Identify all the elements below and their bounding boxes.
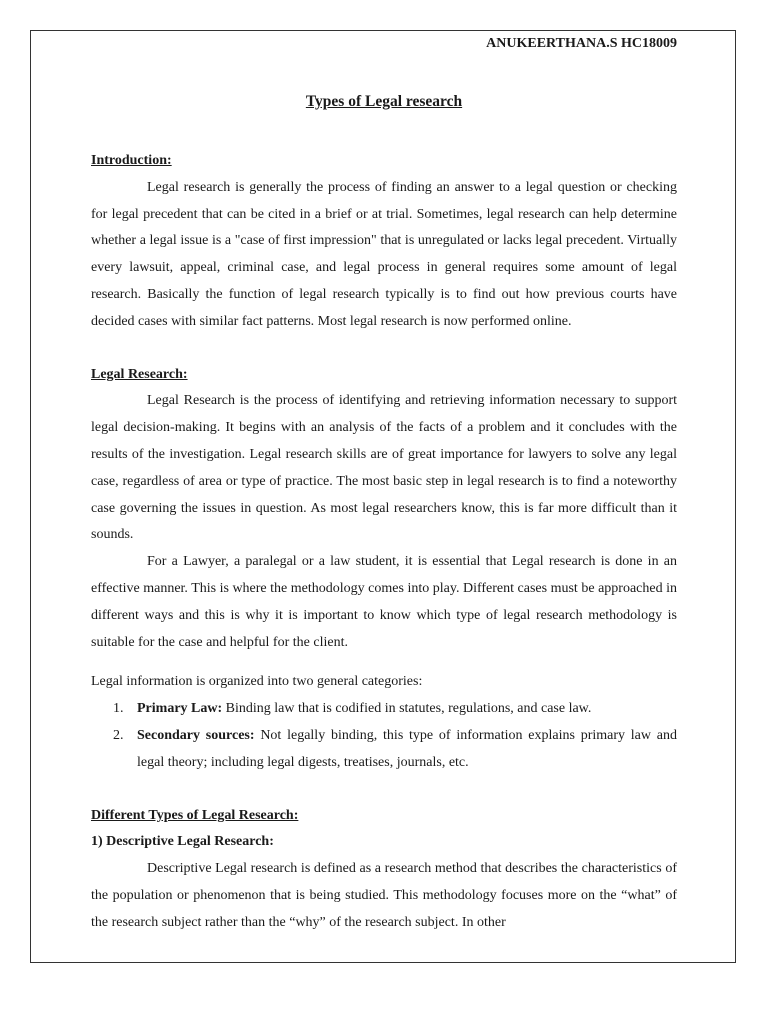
list-number: 2. [113, 727, 124, 743]
descriptive-research-paragraph: Descriptive Legal research is defined as a research method that describes the characteristics of the population or phenomenon that is being studied. This methodology focuses more on the “what” of the research subject rather than the “why” of the research subject. In other [91, 861, 677, 930]
spacer [91, 777, 677, 803]
list-item [91, 723, 677, 777]
legal-research-heading: Legal Research: [91, 366, 188, 382]
spacer [91, 336, 677, 362]
legal-research-paragraph-1: Legal Research is the process of identifying and retrieving information necessary to support legal decision-making. It begins with an analysis of the facts of a problem and it concludes with the results of the investigation. Legal research skills are of great importance for lawyers to solve any legal case, regardless of area or type of practice. The most basic step in legal research is to find a noteworthy case governing the issues in question. As most legal researchers know, this is far more difficult than it sounds. [91, 393, 677, 543]
list-term: Secondary sources: [137, 727, 255, 743]
spacer [91, 656, 677, 669]
author-line: ANUKEERTHANA.S HC18009 [486, 36, 677, 51]
document-body [91, 148, 677, 937]
list-term: Primary Law: [137, 701, 223, 717]
list-text: Binding law that is codified in statutes, regulations, and case law. [222, 701, 592, 717]
list-item [91, 696, 677, 723]
categories-list [91, 696, 677, 776]
document-title: Types of Legal research [305, 93, 463, 110]
introduction-paragraph: Legal research is generally the process of finding an answer to a legal question or checking for legal precedent that can be cited in a brief or at trial. Sometimes, legal research can help determine whether a legal issue is a "case of first impression" that is unregulated or lacks legal precedent. Virtually every lawsuit, appeal, criminal case, and legal process in general requires some amount of legal research. Basically the function of legal research typically is to find out how previous courts have decided cases with similar fact patterns. Most legal research is now performed online. [91, 179, 677, 329]
legal-research-paragraph-2: For a Lawyer, a paralegal or a law student, it is essential that Legal research is done in an effective manner. This is where the methodology comes into play. Different cases must be approached in different ways and this is why it is important to know which type of legal research methodology is suitable for the case and helpful for the client. [91, 554, 677, 650]
descriptive-research-heading: 1) Descriptive Legal Research: [91, 834, 274, 850]
categories-intro: Legal information is organized into two general categories: [91, 674, 423, 690]
list-text: Not legally binding, this type of information explains primary law and legal theory; including legal digests, treatises, journals, etc. [137, 727, 678, 770]
types-heading: Different Types of Legal Research: [91, 807, 299, 823]
list-number: 1. [113, 701, 124, 717]
introduction-heading: Introduction: [91, 153, 172, 168]
